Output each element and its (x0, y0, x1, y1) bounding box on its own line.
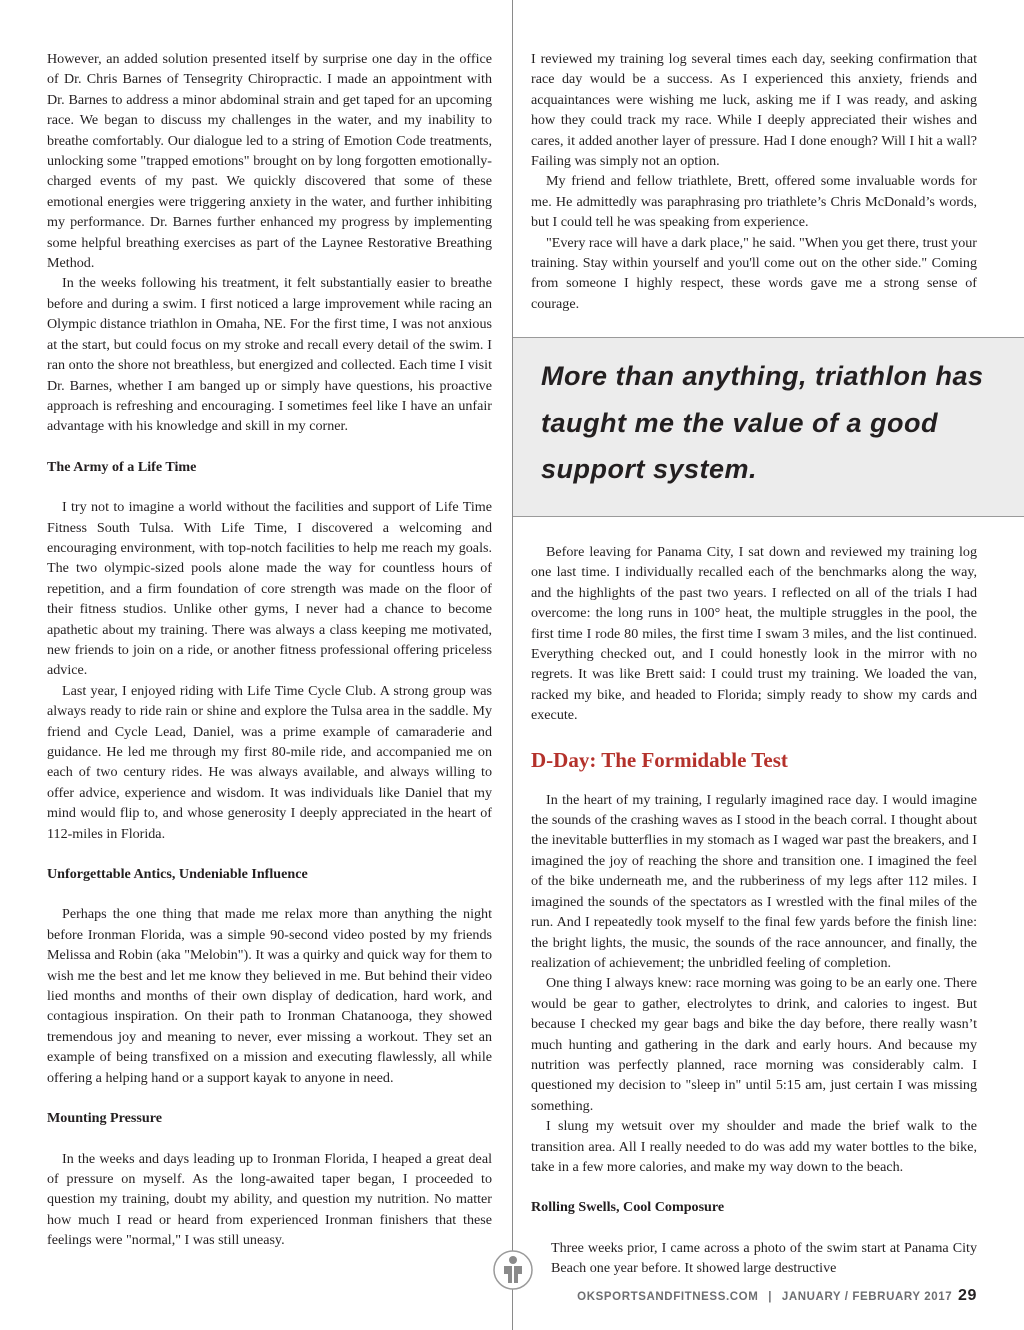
page-footer (577, 1287, 977, 1305)
paragraph: In the heart of my training, I regularly imagined race day. I would imagine the sounds of the crashing waves as I stood in the beach corral. I thought about the inevitable butterflies in my stomach as I waged war past the breakers, and I imagined the joy of reaching the shore and transition one. I imagined the feel of the bike underneath me, and the rubberiness of my legs after 112 miles. I imagined the sounds of the spectators as I wrestled with the final miles of the run. And I repeatedly took myself to the final few yards before the finish line: the bright lights, the music, the sounds of the race announcer, and finally, the realization of achievement; the unbridled feeling of completion. (531, 791, 977, 971)
footer-separator: | (768, 1291, 773, 1303)
section-heading-pressure: Mounting Pressure (47, 1110, 162, 1127)
footer-site: OKSPORTSANDFITNESS.COM (577, 1291, 759, 1303)
paragraph: In the weeks following his treatment, it felt substantially easier to breathe before and during a swim. I first noticed a large improvement while racing an Olympic distance triathlon in Omaha, NE. For the first time, I was not anxious at the start, but could focus on my stroke and recall every detail of the swim. I ran onto the shore not breathless, but energized and collected. Each time I visit Dr. Barnes, whether I am banged up or simply have questions, his proactive approach is refreshing and encouraging. I sometimes feel like I have an unfair advantage with his knowledge and skill in my corner. (47, 275, 492, 435)
paragraph: I try not to imagine a world without the facilities and support of Life Time Fitness South Tulsa. With Life Time, I discovered a welcoming and encouraging environment, with top-notch facilities to help me reach my goals. The two olympic-sized pools alone made the way for countless hours of repetition, and a firm foundation of core strength was made on the floor of their fitness studios. Unlike other gyms, I never had a chance to become apathetic about my training. There was always a class keeping me motivated, new friends to join on a ride, or another fitness professional offering priceless advice. (47, 499, 492, 679)
right-column-top (531, 49, 977, 314)
section-heading-swells: Rolling Swells, Cool Composure (531, 1199, 725, 1216)
section-heading-dday: D-Day: The Formidable Test (531, 747, 788, 772)
paragraph: "Every race will have a dark place," he said. "When you get there, trust your training. Stay within yourself and you'll come out on the other side." Coming from someone I highly respect, these words gave me a strong sense of courage. (531, 234, 977, 312)
paragraph: My friend and fellow triathlete, Brett, offered some invaluable words for me. He admittedly was paraphrasing pro triathlete’s Chris McDonald’s words, but I could tell he was speaking from experience. (531, 173, 977, 231)
paragraph: I slung my wetsuit over my shoulder and made the brief walk to the transition area. All I really needed to do was add my water bottles to the bike, take in a few more calories, and make my way down to the beach. (531, 1118, 977, 1175)
pull-quote-box (513, 337, 1024, 517)
paragraph: One thing I always knew: race morning was going to be an early one. There would be gear to gather, electrolytes to drink, and calories to ingest. But because I checked my gear bags and bike the day before, there really wasn’t much hunting and gathering in the dark and early hours. And because my nutrition was perfectly planned, race morning was considerably calm. I questioned my decision to "sleep in" until 5:15 am, just certain I was missing something. (531, 975, 977, 1114)
paragraph: I reviewed my training log several times each day, seeking confirmation that race day would be a success. As I experienced this anxiety, friends and acquaintances were wishing me luck, asking me if I was ready, and asking how they could track my race. While I deeply appreciated their wishes and cares, it added another layer of pressure. Had I done enough? Will I hit a wall? Failing was simply not an option. (531, 51, 977, 170)
paragraph: Three weeks prior, I came across a photo of the swim start at Panama City Beach one year before. It showed large destructive (551, 1239, 977, 1277)
paragraph: However, an added solution presented itself by surprise one day in the office of Dr. Chris Barnes of Tensegrity Chiropractic. I made an appointment with Dr. Barnes to address a minor abdominal strain and get taped for an upcoming race. We began to discuss my challenges in the water, and my inability to breathe comfortably. Our dialogue led to a string of Emotion Code treatments, unlocking some "trapped emotions" brought on by long forgotten emotionally-charged events of my past. We quickly discovered that some of these emotional energies were triggering anxiety in the water, and further inhibiting my performance. Dr. Barnes further enhanced my progress by implementing some helpful breathing exercises as part of the Laynee Restorative Breathing Method. (47, 51, 492, 272)
section-heading-antics: Unforgettable Antics, Undeniable Influence (47, 866, 308, 883)
column-divider (512, 0, 513, 1330)
right-column-bottom (531, 542, 977, 1279)
pull-quote-text: More than anything, triathlon has taught me the value of a good support system. (541, 361, 984, 484)
left-column (47, 49, 492, 1251)
footer-issue: JANUARY / FEBRUARY 2017 (781, 1291, 953, 1303)
paragraph: In the weeks and days leading up to Ironman Florida, I heaped a great deal of pressure on myself. As the long-awaited taper began, I proceeded to question my training, doubt my ability, and question my nutrition. No matter how much I read or heard from experienced Ironman finishers that these feelings were "normal," I was still uneasy. (47, 1150, 492, 1249)
paragraph: Last year, I enjoyed riding with Life Time Cycle Club. A strong group was always ready to ride rain or shine and explore the Tulsa area in the saddle. My friend and Cycle Lead, Daniel, was a prime example of camaraderie and guidance. He led me through my first 80-mile ride, and accompanied me on each of two century rides. He was always available, and always willing to offer advice, experience and wisdom. It was individuals like Daniel that my mind would flip to, and whose generosity I deeply appreciated in the heart of 112-miles in Florida. (47, 682, 492, 842)
page-number: 29 (958, 1287, 977, 1304)
section-heading-army: The Army of a Life Time (47, 458, 197, 475)
paragraph: Perhaps the one thing that made me relax more than anything the night before Ironman Florida, was a simple 90-second video posted by my friends Melissa and Robin (aka "Melobin"). It was a quirky and quick way for them to wish me the best and let me know they believed in me. But behind their video lied months and months of their own display of dedication, hard work, and contagious inspiration. On their path to Ironman Chatanooga, they showed tremendous joy and meaning to never, ever missing a workout. They set an example of being transfixed on a mission and executing flawlessly, all while offering a helping hand or a support kayak to anyone in need. (47, 906, 492, 1086)
paragraph: Before leaving for Panama City, I sat down and reviewed my training log one last time. I individually recalled each of the benchmarks along the way, and the highlights of the past two years. I reflected on all of the trials I had overcome: the long runs in 100° heat, the multiple struggles in the pool, the first time I rode 80 miles, the first time I swam 3 miles, and the list continued. Everything checked out, and I could honestly look in the mirror with no regrets. It was like Brett said: I could trust my training. We loaded the van, racked my bike, and headed to Florida; simply ready to show my cards and execute. (531, 544, 977, 724)
ironman-logo-icon (493, 1250, 533, 1290)
